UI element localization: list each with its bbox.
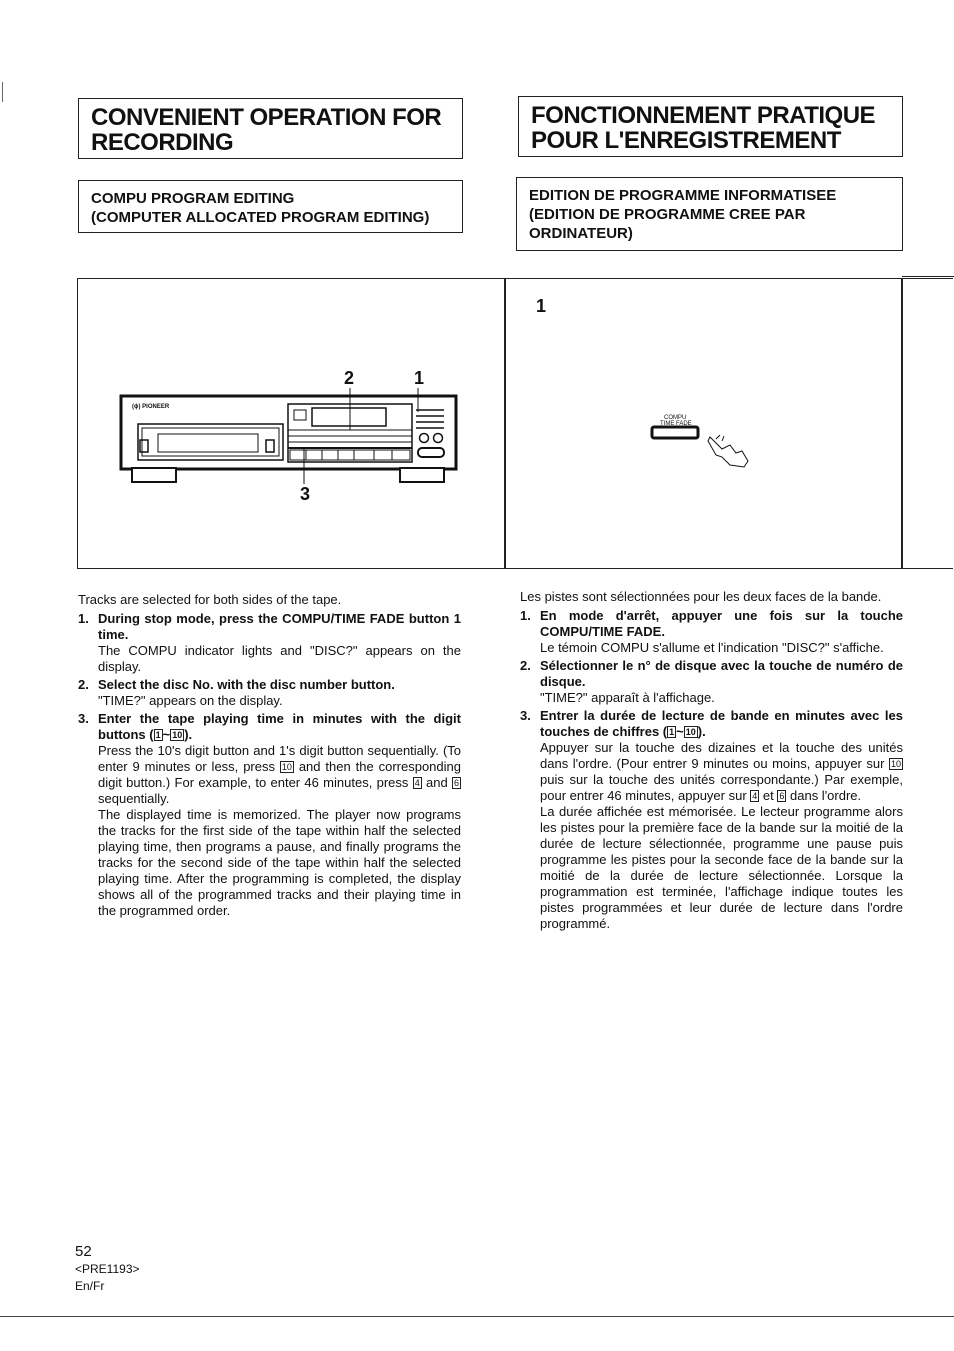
body-text: Press the 10's digit button and 1's digit button sequentially. (To enter 9 minutes or less, press (98, 743, 461, 774)
step-number: 2. (520, 658, 531, 673)
bottom-rule (0, 1316, 954, 1317)
body-text: et (759, 788, 778, 803)
heading-text: ). (697, 724, 706, 739)
step-text (98, 743, 461, 807)
step-heading (540, 708, 903, 740)
digit-key-6: 6 (779, 791, 785, 801)
digit-key-10: 10 (281, 762, 292, 772)
step-text: La durée affichée est mémorisée. Le lecteur programme alors les pistes pour la première face de la bande sur la moitié de la durée de lecture sélectionnée, programme une pause puis programme les pistes pour la seconde face de la bande sur la moitié de la durée de lecture sélectionnée. Lorsque la programmation est terminée, l'affichage indique toutes les pistes programmées et leur durée de lecture dans l'ordre programmé. (540, 804, 903, 931)
language-code: En/Fr (75, 1279, 105, 1293)
digit-key-4: 4 (752, 791, 758, 801)
digit-key-6: 6 (453, 778, 459, 788)
subtitle-english (78, 180, 463, 233)
subtitle-line: (EDITION DE PROGRAMME CREE PAR (529, 206, 806, 223)
step-number: 2. (78, 677, 89, 692)
subtitle-french (516, 177, 903, 251)
step-heading: During stop mode, press the COMPU/TIME FADE button 1 time. (98, 611, 461, 642)
digit-key-10: 10 (890, 759, 901, 769)
heading-text: Entrer la durée de lecture de bande en minutes avec les touches de chiffres ( (540, 708, 903, 739)
subtitle-line: ORDINATEUR) (529, 225, 633, 242)
subtitle-line: COMPU PROGRAM EDITING (91, 190, 295, 207)
title-line: CONVENIENT OPERATION FOR (91, 104, 442, 131)
cd-player-illustration (118, 388, 463, 488)
illustration-top-rule (902, 276, 954, 277)
body-text: and then the corresponding digit button.) For example, to enter 46 minutes, press (98, 759, 461, 790)
step-3 (520, 708, 903, 932)
step-heading: Select the disc No. with the disc number button. (98, 677, 395, 692)
callout-step-1: 1 (536, 296, 547, 316)
digit-key-1: 1 (155, 730, 161, 740)
digit-key-10: 10 (685, 727, 696, 737)
title-french (518, 96, 903, 157)
step-number: 1. (78, 611, 89, 626)
body-text: sequentially. (98, 791, 170, 806)
french-column (520, 589, 903, 932)
heading-text: Enter the tape playing time in minutes with the digit buttons ( (98, 711, 461, 742)
illustration-divider (901, 278, 903, 569)
step-1 (78, 611, 461, 675)
callout-2: 2 (344, 368, 355, 388)
step-3 (78, 711, 461, 919)
page-footer (75, 1243, 140, 1295)
page-number: 52 (75, 1243, 92, 1260)
illustration-divider (504, 278, 506, 569)
step-number: 3. (78, 711, 89, 726)
hand-pressing-button-illustration (650, 425, 760, 470)
body-text: dans l'ordre. (786, 788, 862, 803)
intro-text: Tracks are selected for both sides of the tape. (78, 592, 342, 607)
brand-logo: (ϕ) PIONEER (132, 404, 170, 410)
button-label-time-fade: TIME FADE (660, 421, 692, 427)
callout-3: 3 (300, 484, 311, 504)
subtitle-line: (COMPUTER ALLOCATED PROGRAM EDITING) (91, 209, 430, 226)
title-line: FONCTIONNEMENT PRATIQUE (531, 102, 876, 129)
step-text: The displayed time is memorized. The player now programs the tracks for the first side of the tape within half the selected playing time, then programs a pause, and finally programs the tracks for the second side of the tape within half the selected playing time. After the programming is completed, the display shows all of the programmed tracks and their playing time in the programmed order. (98, 807, 461, 918)
step-text: "TIME?" apparaît à l'affichage. (540, 690, 715, 705)
document-code: <PRE1193> (75, 1262, 140, 1276)
range-tilde: ~ (162, 727, 171, 742)
step-number: 1. (520, 608, 531, 623)
body-text: and (421, 775, 452, 790)
step-2 (520, 658, 903, 706)
step-text: Le témoin COMPU s'allume et l'indication "DISC?" s'affiche. (540, 640, 884, 655)
step-text: "TIME?" appears on the display. (98, 693, 283, 708)
step-heading (98, 711, 461, 743)
range-tilde: ~ (676, 724, 684, 739)
margin-mark (2, 82, 3, 102)
body-text: puis sur la touche des unités correspondante.) Par exemple, pour entrer 46 minutes, appuyer sur (540, 772, 903, 803)
callout-1: 1 (414, 368, 425, 388)
step-text: The COMPU indicator lights and "DISC?" appears on the display. (98, 643, 461, 674)
subtitle-line: EDITION DE PROGRAMME INFORMATISEE (529, 187, 837, 204)
digit-key-4: 4 (414, 778, 420, 788)
title-line: RECORDING (91, 129, 234, 156)
body-text: Appuyer sur la touche des dizaines et la touche des unités dans l'ordre. (Pour entrer 9 minutes ou moins, appuyer sur (540, 740, 903, 771)
digit-key-10: 10 (172, 730, 183, 740)
step-2 (78, 677, 461, 709)
step-heading: En mode d'arrêt, appuyer une fois sur la touche COMPU/TIME FADE. (540, 608, 903, 639)
step-heading: Sélectionner le n° de disque avec la touche de numéro de disque. (540, 658, 903, 689)
heading-text: ). (184, 727, 193, 742)
title-english (78, 98, 463, 159)
digit-key-1: 1 (669, 727, 675, 737)
step-number: 3. (520, 708, 531, 723)
title-line: POUR L'ENREGISTREMENT (531, 127, 841, 154)
button-label-compu: COMPU (664, 415, 687, 421)
english-column (78, 592, 461, 919)
intro-text: Les pistes sont sélectionnées pour les deux faces de la bande. (520, 589, 882, 604)
step-1 (520, 608, 903, 656)
step-text (540, 740, 903, 804)
